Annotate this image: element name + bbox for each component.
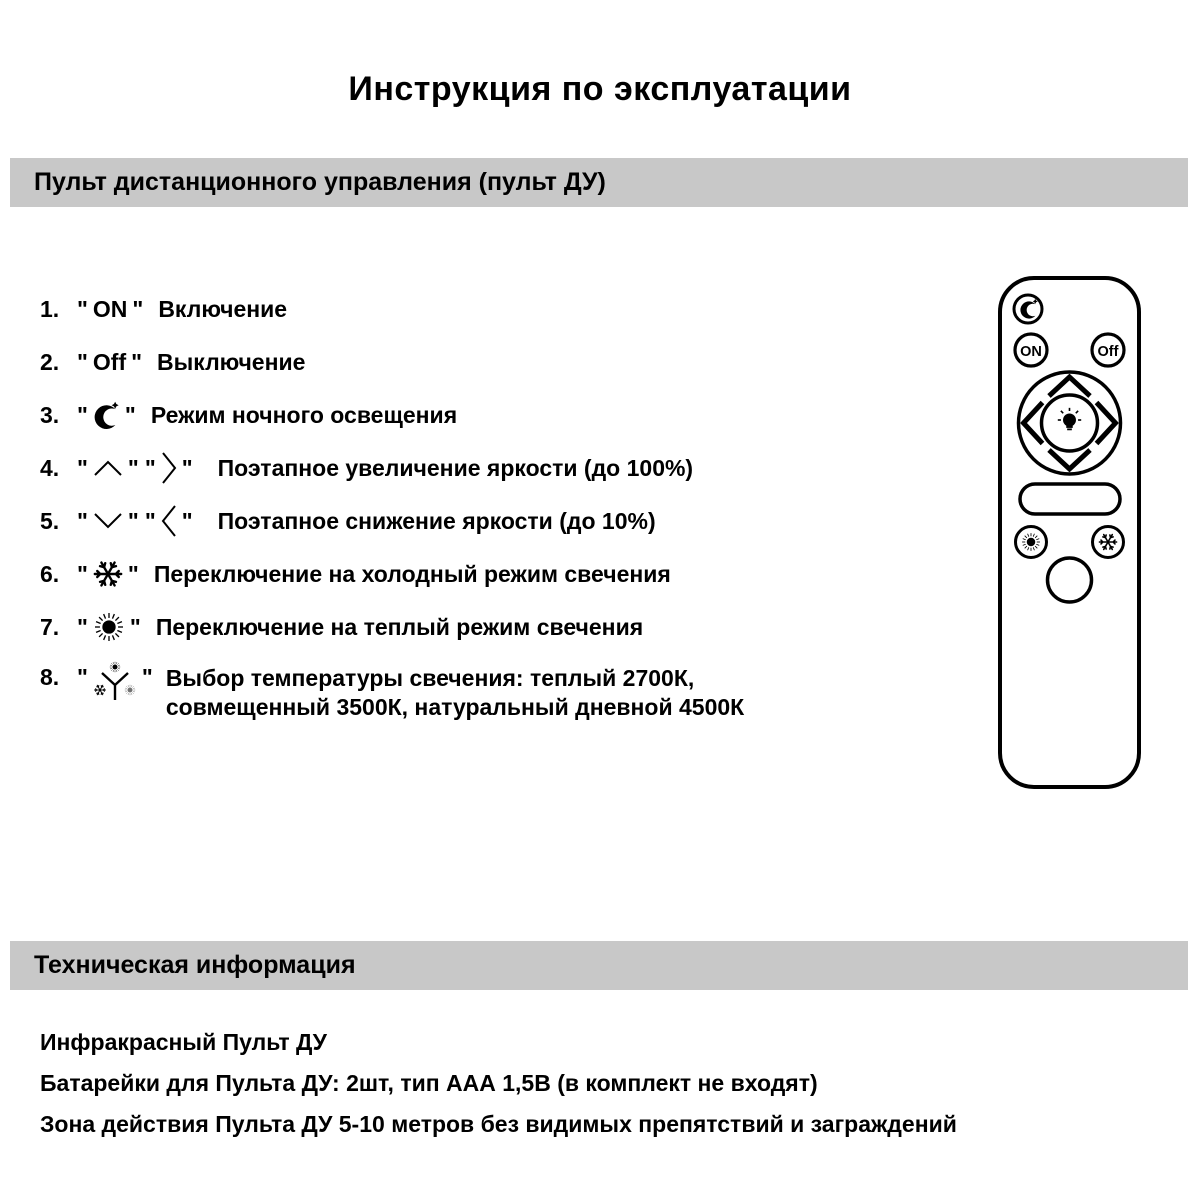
item-text: Переключение на холодный режим свечения (153, 560, 671, 587)
chevron-left-icon (161, 504, 177, 538)
off-button-label: Off (92, 348, 127, 375)
remote-on-label: ON (1020, 344, 1042, 360)
section-header-tech-label: Техническая информация (34, 951, 356, 979)
page-title: Инструкция по эксплуатации (348, 70, 852, 108)
list-item-cold-mode: 6. " " Переключение на холодный режим свечения (40, 558, 744, 590)
list-item-warm-mode: 7. " " Переключение на теплый режим свечения (40, 611, 744, 643)
remote-functions-list (40, 293, 744, 743)
item-text: Включение (158, 295, 288, 322)
item-number: 7. (40, 613, 60, 640)
snowflake-cold-mode-icon (93, 559, 123, 589)
remote-control-illustration (996, 274, 1146, 794)
section-header-remote-label: Пульт дистанционного управления (пульт ДУ) (34, 168, 606, 196)
item-number: 4. (40, 454, 60, 481)
list-item-off: 2. " Off " Выключение (40, 348, 306, 375)
item-text: Поэтапное увеличение яркости (до 100%) (217, 454, 694, 481)
list-item-temperature-select: 8. " " Выбор температуры свечения: теплый 2700К, совмещенный 3500К, натуральный дневной 4500К (40, 664, 744, 722)
list-item-on: 1. " ON " Включение (40, 295, 288, 322)
item-text: Переключение на теплый режим свечения (155, 613, 644, 640)
item-number: 2. (40, 348, 60, 375)
item-number: 6. (40, 560, 60, 587)
tech-line-range: Зона действия Пульта ДУ 5-10 метров без видимых препятствий и заграждений (40, 1111, 957, 1137)
item-text: Выключение (157, 348, 306, 375)
sun-warm-mode-icon (1022, 533, 1040, 551)
tech-line-batteries: Батарейки для Пульта ДУ: 2шт, тип ААА 1,5В (в комплект не входят) (40, 1070, 818, 1096)
item-number: 5. (40, 507, 60, 534)
on-button-label: ON (92, 295, 128, 322)
section-header-remote (10, 158, 1188, 207)
item-number: 3. (40, 401, 60, 428)
item-text: Режим ночного освещения (150, 401, 458, 428)
list-item-night-mode: 3. " " Режим ночного освещения (40, 399, 744, 431)
chevron-up-icon (93, 459, 123, 477)
section-header-tech (10, 941, 1188, 990)
chevron-down-icon (93, 512, 123, 530)
temperature-select-icon (93, 662, 137, 702)
item-text: Выбор температуры свечения: теплый 2700К, совмещенный 3500К, натуральный дневной 4500К (165, 665, 745, 720)
item-text: Поэтапное снижение яркости (до 10%) (217, 507, 656, 534)
chevron-right-icon (161, 451, 177, 485)
tech-info (40, 1030, 957, 1153)
remote-off-label: Off (1097, 344, 1119, 360)
moon-night-mode-icon (93, 400, 120, 431)
item-number: 1. (40, 295, 60, 322)
list-item-brightness-down: 5. " " " " Поэтапное снижение яркости (до 10%) (40, 505, 744, 537)
tech-line-ir: Инфракрасный Пульт ДУ (40, 1029, 327, 1055)
sun-warm-mode-icon (93, 611, 125, 643)
list-item-brightness-up: 4. " " " " Поэтапное увеличение яркости (до 100%) (40, 452, 744, 484)
item-number: 8. (40, 664, 60, 690)
